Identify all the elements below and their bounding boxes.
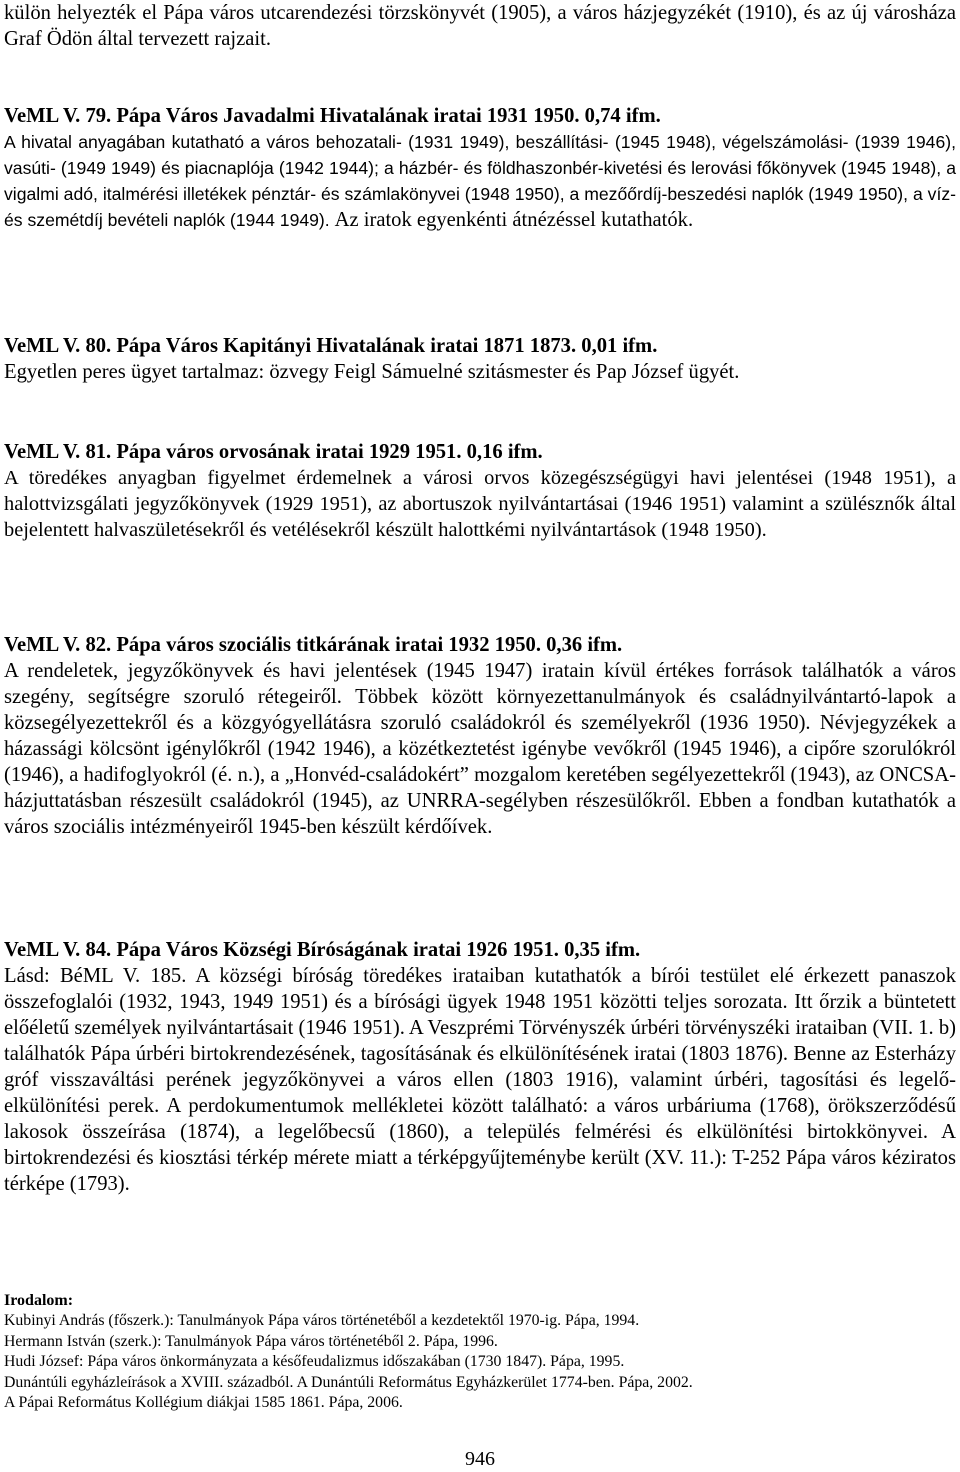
section-body: Egyetlen peres ügyet tartalmaz: özvegy Feigl Sámuelné szitásmester és Pap József ügyét.	[4, 361, 740, 383]
section-v84	[4, 937, 956, 1197]
page-number: 946	[465, 1448, 495, 1470]
section-heading: VeML V. 82. Pápa város szociális titkárának iratai 1932 1950. 0,36 ifm.	[4, 634, 623, 656]
literature-item: Dunántúli egyházleírások a XVIII. századból. A Dunántúli Református Egyházkerület 1774-ben. Pápa, 2002.	[4, 1373, 693, 1391]
section-v80	[4, 333, 956, 385]
section-v82	[4, 632, 956, 840]
literature-heading: Irodalom:	[4, 1292, 74, 1309]
section-v81	[4, 439, 956, 543]
literature	[4, 1291, 956, 1414]
section-body: Lásd: BéML V. 185. A községi bíróság töredékes irataiban kutathatók a bírói testület elé érkezett panaszok összefoglalói (1932, 1943, 1949 1951) és a bírósági ügyek 1948 1951 közötti teljes sorozata. Itt őrzik a büntetett előéletű személyek nyilvántartásait (1946 1951). A Veszprémi Törvényszék úrbéri törvényszéki irataiban (VII. 1. b) találhatók Pápa úrbéri birtokrendezésének, tagosításának és elkülönítésének iratai (1803 1876). Benne az Esterházy gróf visszaváltási perének jegyzőkönyvei a város ellen (1803 1916), valamint úrbéri, tagosítási és legelő-elkülönítési perek. A perdokumentumok mellékletei között található: a város urbáriuma (1768), örökszerződésű lakosok összeírása (1874), a legelőbecsű (1860), a település felmérési és elkülönítési birtokkönyvei. A birtokrendezési és kiosztási térkép mérete miatt a térképgyűjteménybe került (XV. 11.): T-252 Pápa város kéziratos térképe (1793).	[4, 965, 956, 1195]
section-body-tail: Az iratok egyenkénti átnézéssel kutathatók.	[334, 209, 694, 231]
section-body-main: A hivatal anyagában kutatható a város behozatali- (1931 1949), beszállítási- (1945 1948), végelszámolási- (1939 1946), vasúti- (1949 1949) és piacnaplója (1942 1944); a házbér- és földhaszonbér-kivetési és lerovási főkönyvek (1945 1948), a vigalmi adó, italmérési illetékek pénztár- és számlakönyvei (1948 1950), a mezőőrdíj-beszedési naplók (1949 1950), a víz- és szemétdíj bevételi naplók (1944 1949).	[4, 132, 956, 230]
section-body: A rendeletek, jegyzőkönyvek és havi jelentések (1945 1947) iratain kívül értékes források találhatók a város szegény, segítségre szoruló rétegeiről. Többek között környezettanulmányok és családnyilvántartó-lapok a közsegélyezettekről és a közgyógyellátásra szoruló családokról és személyekről (1936 1950). Névjegyzékek a házassági kölcsönt igénylőkről (1942 1946), a közétkeztetést igénybe vevőkről (1945 1946), a cipőre szorulókról (1946), a hadifoglyokról (é. n.), a „Honvéd-családokért” mozgalom keretében segélyezettekről (1943), az ONCSA-házjuttatásban részesült családokról (1945), az UNRRA-segélyben részesülőkről. Ebben a fondban kutathatók a város szociális intézményeiről 1945-ben készült kérdőívek.	[4, 660, 956, 838]
section-body: A töredékes anyagban figyelmet érdemelnek a városi orvos közegészségügyi havi jelentései (1948 1951), a halottvizsgálati jegyzőkönyvek (1929 1951), az abortuszok nyilvántartásai (1946 1951) valamint a szülésznők által bejelentett halvaszületésekről és vetélésekről készült halottkémi nyilvántartások (1948 1950).	[4, 467, 956, 541]
intro-text: külön helyezték el Pápa város utcarendezési törzskönyvét (1905), a város házjegyzékét (1910), és az új városháza Graf Ödön által tervezett rajzait.	[4, 2, 956, 50]
intro-paragraph	[4, 0, 956, 52]
literature-item: Hermann István (szerk.): Tanulmányok Pápa város történetéből 2. Pápa, 1996.	[4, 1332, 498, 1350]
section-heading: VeML V. 80. Pápa Város Kapitányi Hivatalának iratai 1871 1873. 0,01 ifm.	[4, 335, 658, 357]
literature-item: A Pápai Református Kollégium diákjai 1585 1861. Pápa, 2006.	[4, 1394, 403, 1411]
literature-item: Kubinyi András (főszerk.): Tanulmányok Pápa város történetéből a kezdetektől 1970-ig. Pápa, 1994.	[4, 1312, 640, 1329]
section-heading: VeML V. 79. Pápa Város Javadalmi Hivatalának iratai 1931 1950. 0,74 ifm.	[4, 105, 661, 127]
literature-item: Hudi József: Pápa város önkormányzata a későfeudalizmus időszakában (1730 1847). Pápa, 1995.	[4, 1353, 625, 1370]
section-body	[4, 129, 956, 233]
section-v79	[4, 103, 956, 233]
section-heading: VeML V. 84. Pápa Város Községi Bíróságának iratai 1926 1951. 0,35 ifm.	[4, 939, 641, 961]
section-heading: VeML V. 81. Pápa város orvosának iratai 1929 1951. 0,16 ifm.	[4, 441, 543, 463]
